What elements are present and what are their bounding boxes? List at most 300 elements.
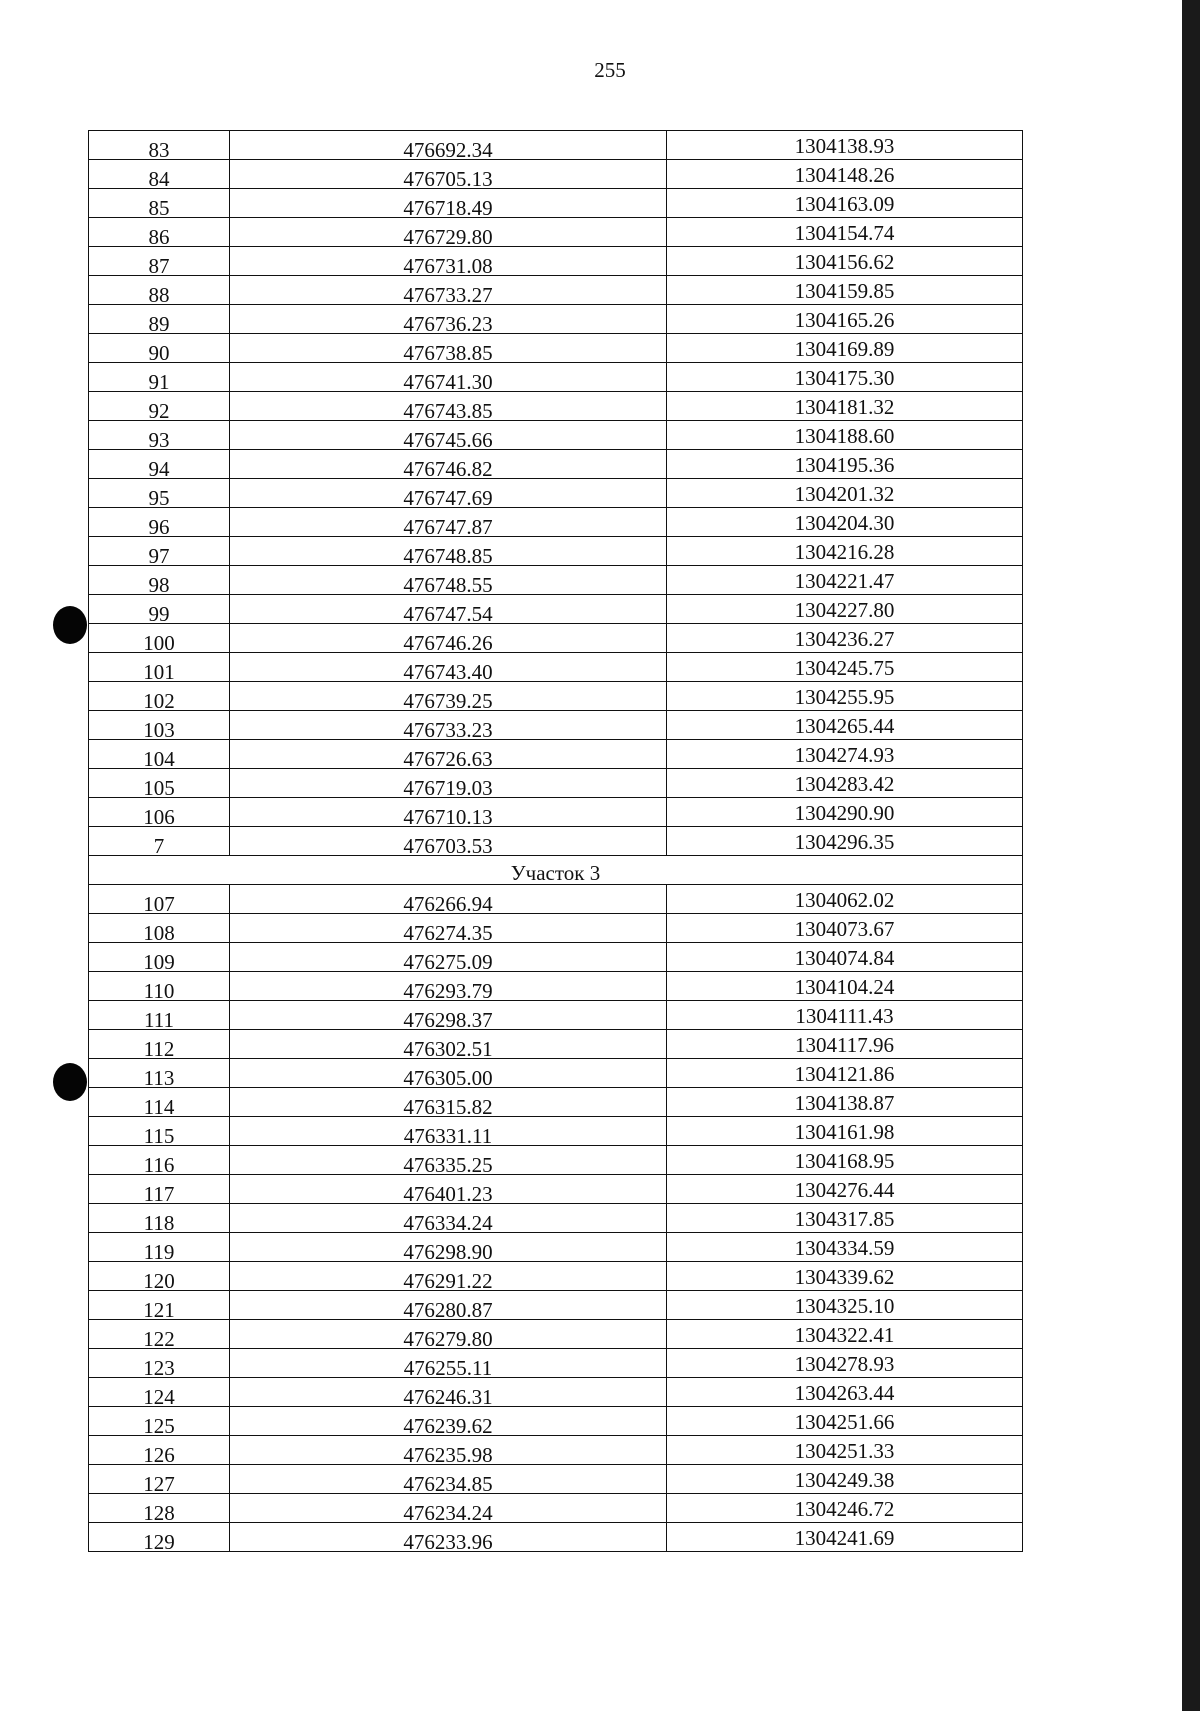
x-coordinate: 476748.55 (403, 573, 493, 597)
y-coordinate-cell (667, 1349, 1023, 1378)
y-coordinate: 1304201.32 (794, 482, 895, 506)
x-coordinate: 476335.25 (403, 1153, 493, 1177)
y-coordinate-cell (667, 1523, 1023, 1552)
x-coordinate-cell (230, 1349, 667, 1378)
y-coordinate-cell (667, 305, 1023, 334)
table-row (89, 740, 1023, 769)
y-coordinate-cell (667, 1436, 1023, 1465)
y-coordinate: 1304195.36 (794, 453, 895, 477)
x-coordinate: 476731.08 (403, 254, 493, 278)
table-row (89, 1001, 1023, 1030)
x-coordinate: 476302.51 (403, 1037, 493, 1061)
table-row (89, 450, 1023, 479)
y-coordinate-cell (667, 1204, 1023, 1233)
point-number: 121 (143, 1298, 175, 1322)
table-row (89, 1146, 1023, 1175)
point-number: 99 (148, 602, 170, 626)
x-coordinate: 476401.23 (403, 1182, 493, 1206)
x-coordinate-cell (230, 1088, 667, 1117)
point-number: 110 (143, 979, 175, 1003)
table-row (89, 595, 1023, 624)
x-coordinate-cell (230, 972, 667, 1001)
point-number-cell (89, 566, 230, 595)
y-coordinate-cell (667, 1059, 1023, 1088)
point-number: 88 (148, 283, 170, 307)
y-coordinate: 1304074.84 (794, 946, 895, 970)
point-number: 89 (148, 312, 170, 336)
x-coordinate: 476692.34 (403, 138, 493, 162)
y-coordinate: 1304154.74 (794, 221, 895, 245)
table-row (89, 1378, 1023, 1407)
x-coordinate-cell (230, 566, 667, 595)
point-number: 93 (148, 428, 170, 452)
point-number-cell (89, 1262, 230, 1291)
y-coordinate: 1304204.30 (794, 511, 895, 535)
x-coordinate-cell (230, 1117, 667, 1146)
x-coordinate: 476746.26 (403, 631, 493, 655)
x-coordinate: 476748.85 (403, 544, 493, 568)
section-title: Участок 3 (89, 856, 1023, 885)
table-row (89, 421, 1023, 450)
point-number: 119 (143, 1240, 175, 1264)
table-row (89, 363, 1023, 392)
y-coordinate: 1304251.33 (794, 1439, 895, 1463)
x-coordinate: 476726.63 (403, 747, 493, 771)
x-coordinate: 476747.87 (403, 515, 493, 539)
x-coordinate-cell (230, 1465, 667, 1494)
table-row (89, 1291, 1023, 1320)
y-coordinate: 1304322.41 (794, 1323, 895, 1347)
y-coordinate-cell (667, 1175, 1023, 1204)
point-number-cell (89, 1349, 230, 1378)
y-coordinate: 1304175.30 (794, 366, 895, 390)
y-coordinate: 1304255.95 (794, 685, 895, 709)
x-coordinate-cell (230, 508, 667, 537)
y-coordinate-cell (667, 798, 1023, 827)
table-row (89, 305, 1023, 334)
point-number: 102 (143, 689, 175, 713)
point-number: 113 (143, 1066, 175, 1090)
point-number: 116 (143, 1153, 175, 1177)
x-coordinate: 476710.13 (403, 805, 493, 829)
y-coordinate-cell (667, 421, 1023, 450)
y-coordinate-cell (667, 682, 1023, 711)
point-number: 85 (148, 196, 170, 220)
point-number: 125 (143, 1414, 175, 1438)
point-number-cell (89, 972, 230, 1001)
table-row (89, 218, 1023, 247)
point-number-cell (89, 276, 230, 305)
point-number: 126 (143, 1443, 175, 1467)
x-coordinate-cell (230, 711, 667, 740)
point-number: 94 (148, 457, 170, 481)
x-coordinate-cell (230, 1291, 667, 1320)
x-coordinate-cell (230, 740, 667, 769)
y-coordinate-cell (667, 1088, 1023, 1117)
point-number: 100 (143, 631, 175, 655)
x-coordinate: 476745.66 (403, 428, 493, 452)
point-number: 96 (148, 515, 170, 539)
table-row (89, 827, 1023, 856)
x-coordinate: 476293.79 (403, 979, 493, 1003)
y-coordinate: 1304148.26 (794, 163, 895, 187)
y-coordinate-cell (667, 450, 1023, 479)
x-coordinate: 476239.62 (403, 1414, 493, 1438)
y-coordinate-cell (667, 653, 1023, 682)
coordinates-table (88, 130, 1023, 1552)
x-coordinate: 476703.53 (403, 834, 493, 858)
x-coordinate: 476255.11 (403, 1356, 493, 1380)
y-coordinate-cell (667, 276, 1023, 305)
x-coordinate-cell (230, 218, 667, 247)
x-coordinate-cell (230, 1175, 667, 1204)
point-number: 104 (143, 747, 175, 771)
point-number-cell (89, 218, 230, 247)
y-coordinate: 1304339.62 (794, 1265, 895, 1289)
y-coordinate: 1304159.85 (794, 279, 895, 303)
y-coordinate-cell (667, 537, 1023, 566)
x-coordinate: 476275.09 (403, 950, 493, 974)
x-coordinate-cell (230, 189, 667, 218)
table-row (89, 392, 1023, 421)
point-number: 117 (143, 1182, 175, 1206)
table-row (89, 972, 1023, 1001)
y-coordinate-cell (667, 1001, 1023, 1030)
y-coordinate-cell (667, 131, 1023, 160)
x-coordinate: 476235.98 (403, 1443, 493, 1467)
y-coordinate: 1304156.62 (794, 250, 895, 274)
table-row (89, 1320, 1023, 1349)
y-coordinate-cell (667, 827, 1023, 856)
point-number: 87 (148, 254, 170, 278)
point-number-cell (89, 421, 230, 450)
y-coordinate-cell (667, 624, 1023, 653)
y-coordinate: 1304181.32 (794, 395, 895, 419)
y-coordinate-cell (667, 1146, 1023, 1175)
y-coordinate-cell (667, 1320, 1023, 1349)
y-coordinate-cell (667, 1233, 1023, 1262)
x-coordinate: 476234.85 (403, 1472, 493, 1496)
table-row (89, 1436, 1023, 1465)
x-coordinate-cell (230, 537, 667, 566)
x-coordinate-cell (230, 653, 667, 682)
y-coordinate: 1304317.85 (794, 1207, 895, 1231)
point-number-cell (89, 914, 230, 943)
y-coordinate: 1304111.43 (795, 1004, 894, 1028)
point-number: 103 (143, 718, 175, 742)
table-row (89, 189, 1023, 218)
y-coordinate: 1304163.09 (794, 192, 895, 216)
y-coordinate-cell (667, 160, 1023, 189)
y-coordinate-cell (667, 885, 1023, 914)
table-row (89, 131, 1023, 160)
x-coordinate: 476331.11 (403, 1124, 493, 1148)
point-number-cell (89, 885, 230, 914)
point-number-cell (89, 334, 230, 363)
y-coordinate-cell (667, 247, 1023, 276)
punch-hole-top (53, 606, 87, 644)
y-coordinate: 1304104.24 (794, 975, 895, 999)
y-coordinate: 1304117.96 (795, 1033, 894, 1057)
x-coordinate: 476743.40 (403, 660, 493, 684)
point-number-cell (89, 1378, 230, 1407)
y-coordinate: 1304325.10 (794, 1294, 895, 1318)
x-coordinate-cell (230, 798, 667, 827)
y-coordinate-cell (667, 769, 1023, 798)
y-coordinate-cell (667, 334, 1023, 363)
x-coordinate: 476739.25 (403, 689, 493, 713)
x-coordinate: 476305.00 (403, 1066, 493, 1090)
x-coordinate: 476291.22 (403, 1269, 493, 1293)
table-row (89, 276, 1023, 305)
y-coordinate-cell (667, 1494, 1023, 1523)
x-coordinate: 476279.80 (403, 1327, 493, 1351)
point-number-cell (89, 827, 230, 856)
table-row (89, 914, 1023, 943)
point-number: 124 (143, 1385, 175, 1409)
table-row (89, 943, 1023, 972)
x-coordinate-cell (230, 479, 667, 508)
table-row (89, 247, 1023, 276)
point-number-cell (89, 131, 230, 160)
y-coordinate: 1304241.69 (794, 1526, 895, 1550)
y-coordinate: 1304263.44 (794, 1381, 895, 1405)
y-coordinate: 1304227.80 (794, 598, 895, 622)
x-coordinate-cell (230, 1262, 667, 1291)
x-coordinate: 476729.80 (403, 225, 493, 249)
x-coordinate-cell (230, 914, 667, 943)
point-number: 128 (143, 1501, 175, 1525)
x-coordinate: 476274.35 (403, 921, 493, 945)
y-coordinate-cell (667, 479, 1023, 508)
y-coordinate-cell (667, 1407, 1023, 1436)
x-coordinate: 476298.37 (403, 1008, 493, 1032)
table-row (89, 1204, 1023, 1233)
table-row (89, 1059, 1023, 1088)
x-coordinate: 476743.85 (403, 399, 493, 423)
section-header-group (89, 856, 1023, 885)
point-number: 105 (143, 776, 175, 800)
x-coordinate-cell (230, 1233, 667, 1262)
table-row (89, 566, 1023, 595)
point-number-cell (89, 1146, 230, 1175)
x-coordinate: 476298.90 (403, 1240, 493, 1264)
point-number-cell (89, 595, 230, 624)
x-coordinate-cell (230, 1378, 667, 1407)
point-number: 84 (148, 167, 170, 191)
x-coordinate-cell (230, 827, 667, 856)
punch-hole-bottom (53, 1063, 87, 1101)
x-coordinate: 476315.82 (403, 1095, 493, 1119)
point-number-cell (89, 189, 230, 218)
y-coordinate-cell (667, 1117, 1023, 1146)
point-number: 123 (143, 1356, 175, 1380)
table-row (89, 1349, 1023, 1378)
point-number-cell (89, 537, 230, 566)
point-number: 127 (143, 1472, 175, 1496)
point-number-cell (89, 653, 230, 682)
point-number-cell (89, 1291, 230, 1320)
point-number: 112 (143, 1037, 175, 1061)
table-row (89, 334, 1023, 363)
y-coordinate-cell (667, 1465, 1023, 1494)
point-number: 115 (143, 1124, 175, 1148)
point-number-cell (89, 508, 230, 537)
x-coordinate-cell (230, 1320, 667, 1349)
point-number: 120 (143, 1269, 175, 1293)
point-number-cell (89, 769, 230, 798)
y-coordinate-cell (667, 1030, 1023, 1059)
y-coordinate-cell (667, 972, 1023, 1001)
x-coordinate: 476233.96 (403, 1530, 493, 1554)
y-coordinate: 1304138.87 (794, 1091, 895, 1115)
y-coordinate-cell (667, 1291, 1023, 1320)
point-number-cell (89, 1204, 230, 1233)
table-row (89, 798, 1023, 827)
x-coordinate: 476280.87 (403, 1298, 493, 1322)
point-number-cell (89, 740, 230, 769)
y-coordinate: 1304334.59 (794, 1236, 895, 1260)
y-coordinate: 1304249.38 (794, 1468, 895, 1492)
x-coordinate: 476738.85 (403, 341, 493, 365)
table-row (89, 508, 1023, 537)
point-number: 101 (143, 660, 175, 684)
x-coordinate-cell (230, 1494, 667, 1523)
y-coordinate-cell (667, 392, 1023, 421)
x-coordinate-cell (230, 769, 667, 798)
table-row (89, 1175, 1023, 1204)
point-number: 97 (148, 544, 170, 568)
x-coordinate-cell (230, 1030, 667, 1059)
table-row (89, 1233, 1023, 1262)
point-number: 118 (143, 1211, 175, 1235)
x-coordinate-cell (230, 392, 667, 421)
x-coordinate-cell (230, 247, 667, 276)
point-number-cell (89, 798, 230, 827)
x-coordinate: 476266.94 (403, 892, 493, 916)
y-coordinate: 1304121.86 (794, 1062, 895, 1086)
point-number-cell (89, 1436, 230, 1465)
x-coordinate-cell (230, 276, 667, 305)
point-number: 129 (143, 1530, 175, 1554)
point-number-cell (89, 392, 230, 421)
y-coordinate-cell (667, 740, 1023, 769)
y-coordinate: 1304236.27 (794, 627, 895, 651)
section-header-row (89, 856, 1023, 885)
y-coordinate-cell (667, 943, 1023, 972)
x-coordinate: 476733.27 (403, 283, 493, 307)
x-coordinate-cell (230, 1059, 667, 1088)
x-coordinate-cell (230, 305, 667, 334)
y-coordinate-cell (667, 566, 1023, 595)
point-number-cell (89, 1175, 230, 1204)
x-coordinate-cell (230, 624, 667, 653)
y-coordinate: 1304062.02 (794, 888, 895, 912)
x-coordinate: 476741.30 (403, 370, 493, 394)
y-coordinate: 1304278.93 (794, 1352, 895, 1376)
y-coordinate: 1304265.44 (794, 714, 895, 738)
x-coordinate-cell (230, 363, 667, 392)
point-number-cell (89, 1030, 230, 1059)
coordinates-table-body-part-3 (89, 885, 1023, 1552)
y-coordinate: 1304245.75 (794, 656, 895, 680)
point-number-cell (89, 1465, 230, 1494)
point-number-cell (89, 682, 230, 711)
point-number-cell (89, 363, 230, 392)
table-row (89, 682, 1023, 711)
point-number-cell (89, 1233, 230, 1262)
y-coordinate-cell (667, 189, 1023, 218)
y-coordinate: 1304188.60 (794, 424, 895, 448)
x-coordinate: 476705.13 (403, 167, 493, 191)
point-number: 106 (143, 805, 175, 829)
y-coordinate-cell (667, 711, 1023, 740)
y-coordinate: 1304296.35 (794, 830, 895, 854)
x-coordinate: 476736.23 (403, 312, 493, 336)
point-number-cell (89, 1001, 230, 1030)
x-coordinate-cell (230, 1146, 667, 1175)
point-number: 92 (148, 399, 170, 423)
table-row (89, 160, 1023, 189)
x-coordinate: 476746.82 (403, 457, 493, 481)
table-row (89, 769, 1023, 798)
table-row (89, 479, 1023, 508)
x-coordinate-cell (230, 160, 667, 189)
point-number: 95 (148, 486, 170, 510)
y-coordinate: 1304165.26 (794, 308, 895, 332)
point-number: 90 (148, 341, 170, 365)
y-coordinate: 1304161.98 (794, 1120, 895, 1144)
table-row (89, 1088, 1023, 1117)
y-coordinate: 1304073.67 (794, 917, 895, 941)
x-coordinate: 476719.03 (403, 776, 493, 800)
point-number-cell (89, 1088, 230, 1117)
point-number-cell (89, 1059, 230, 1088)
x-coordinate: 476234.24 (403, 1501, 493, 1525)
point-number-cell (89, 943, 230, 972)
point-number-cell (89, 711, 230, 740)
point-number: 114 (143, 1095, 175, 1119)
y-coordinate-cell (667, 1378, 1023, 1407)
table-row (89, 653, 1023, 682)
y-coordinate: 1304168.95 (794, 1149, 895, 1173)
x-coordinate-cell (230, 682, 667, 711)
point-number-cell (89, 1320, 230, 1349)
table-row (89, 1117, 1023, 1146)
table-row (89, 1465, 1023, 1494)
x-coordinate: 476718.49 (403, 196, 493, 220)
point-number: 7 (153, 834, 165, 858)
table-row (89, 1407, 1023, 1436)
x-coordinate-cell (230, 943, 667, 972)
y-coordinate-cell (667, 218, 1023, 247)
x-coordinate-cell (230, 1204, 667, 1233)
y-coordinate-cell (667, 595, 1023, 624)
point-number-cell (89, 479, 230, 508)
point-number: 91 (148, 370, 170, 394)
point-number-cell (89, 247, 230, 276)
point-number: 98 (148, 573, 170, 597)
x-coordinate-cell (230, 1523, 667, 1552)
point-number: 83 (148, 138, 170, 162)
y-coordinate-cell (667, 508, 1023, 537)
x-coordinate-cell (230, 450, 667, 479)
table-row (89, 537, 1023, 566)
table-row (89, 711, 1023, 740)
x-coordinate-cell (230, 334, 667, 363)
coordinates-table-body-part-2 (89, 131, 1023, 856)
point-number-cell (89, 1523, 230, 1552)
